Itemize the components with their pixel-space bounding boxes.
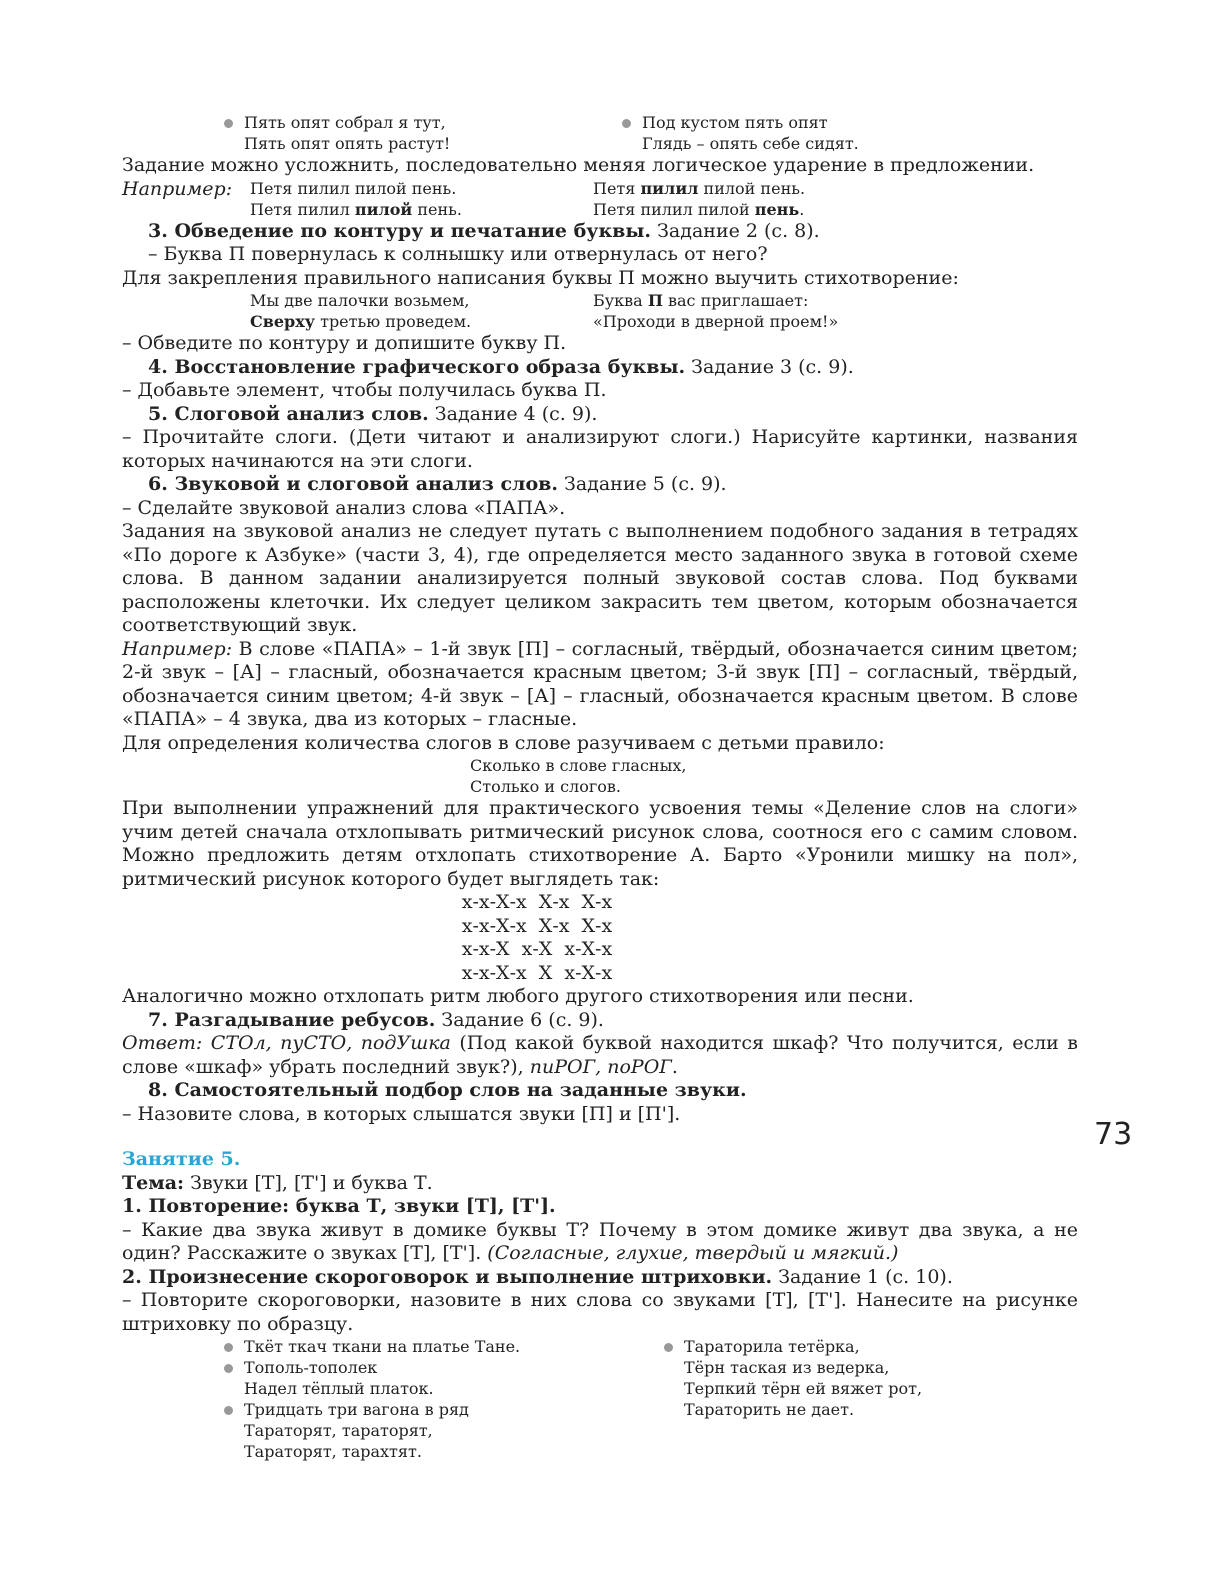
poem-line: Ткёт ткач ткани на платье Тане. [244, 1337, 521, 1356]
paragraph: Для закрепления правильного написания буквы П можно выучить стихотворение: [122, 266, 959, 289]
bullet-icon [224, 1343, 233, 1352]
question: – Буква П повернулась к солнышку или отвернулась от него? [148, 243, 768, 265]
poem-item [244, 1336, 684, 1357]
bullet-icon [224, 1406, 233, 1415]
paragraph: Задания на звуковой анализ не следует путать с выполнением подобного задания в тетрадях «По дороге к Азбуке» (части 3, 4), где определяется место заданного звука в готовой схеме слова. В данном задании анализируется полный звуковой состав слова. Под буквами расположены клеточки. Их следует целиком закрасить тем цветом, которым обозначается соответствующий звук. [122, 520, 1078, 636]
poem-block [244, 112, 1078, 154]
rule-line: Столько и слогов. [470, 777, 621, 796]
rhythm-line: х-х-Х-х Х-х Х-х [461, 914, 613, 937]
poem-item [244, 1357, 684, 1399]
bullet-icon [224, 1364, 233, 1373]
bullet-icon [224, 119, 233, 128]
paragraph: При выполнении упражнений для практического усвоения темы «Деление слов на слоги» учим детей сначала отхлопывать ритмический рисунок слова, соотнося его с самим словом. Можно предложить детям отхлопать стихотворение А. Барто «Уронили мишку на пол», ритмический рисунок которого будет выглядеть так: [122, 797, 1078, 890]
section-heading: 4. Восстановление графического образа буквы. Задание 3 (с. 9). [148, 355, 854, 378]
poem-line: Пять опят опять растут! [244, 134, 451, 153]
poem-line: Тараторить не дает. [684, 1400, 855, 1419]
paragraph: Для определения количества слогов в слове разучиваем с детьми правило: [122, 731, 885, 754]
example-column [250, 178, 593, 220]
poem-line: Тараторила тетёрка, [684, 1337, 860, 1356]
poem-column [244, 1336, 684, 1462]
example-column [593, 178, 805, 220]
paragraph: Например: В слове «ПАПА» – 1-й звук [П] – согласный, твёрдый, обозначается синим цветом; 2-й звук – [А] – гласный, обозначается красным цветом; 3-й звук [П] – согласный, твёрдый, обозначается синим цветом; 4-й звук – [А] – гласный, обозначается красным цветом. В слове «ПАПА» – 4 звука, два из которых – гласные. [122, 637, 1078, 730]
example-line: Петя пилил пилой пень. [593, 178, 806, 198]
bullet-icon [664, 1343, 673, 1352]
page-number: 73 [1094, 1117, 1133, 1152]
topic: Тема: Звуки [Т], [Т'] и буква Т. [122, 1171, 433, 1194]
example-line: Петя пилил пилой пень. [250, 199, 462, 219]
page-content [122, 112, 1078, 1462]
rhythm-block [0, 891, 1078, 985]
poem-line: Мы две палочки возьмем, [250, 291, 470, 310]
section-heading: 5. Слоговой анализ слов. Задание 4 (с. 9). [148, 402, 598, 425]
poem-block [250, 290, 1078, 332]
example-line: Петя пилил пилой пень. [250, 178, 457, 198]
poem-line: Тополь-тополек [244, 1358, 378, 1377]
poem-column [244, 112, 642, 154]
question: – Прочитайте слоги. (Дети читают и анализируют слоги.) Нарисуйте картинки, названия которых начинаются на эти слоги. [122, 426, 1078, 472]
bullet-icon [622, 119, 631, 128]
poem-line: Тараторят, тарахтят. [244, 1442, 422, 1461]
example-block [122, 178, 1078, 220]
poem-column [642, 112, 859, 154]
paragraph: Аналогично можно отхлопать ритм любого другого стихотворения или песни. [122, 985, 914, 1007]
paragraph: Задание можно усложнить, последовательно меняя логическое ударение в предложении. [122, 154, 1035, 176]
rule-line: Сколько в слове гласных, [470, 756, 687, 775]
poem-line: Под кустом пять опят [642, 113, 828, 132]
poem-block [244, 1336, 1078, 1462]
poem-column [250, 290, 593, 332]
poem-line: Терпкий тёрн ей вяжет рот, [684, 1379, 923, 1398]
question: – Какие два звука живут в домике буквы Т? Почему в этом домике живут два звука, а не один? Расскажите о звуках [Т], [Т']. (Согласные, глухие, твердый и мягкий.) [122, 1218, 1078, 1264]
section-heading: 1. Повторение: буква Т, звуки [Т], [Т']. [122, 1195, 556, 1217]
section-heading: 3. Обведение по контуру и печатание буквы. Задание 2 (с. 8). [148, 219, 820, 242]
rhythm-line: х-х-Х х-Х х-Х-х [461, 938, 613, 960]
poem-column [684, 1336, 922, 1462]
poem-line: Тараторят, тараторят, [244, 1421, 433, 1440]
example-line: Петя пилил пилой пень. [593, 199, 805, 219]
question: – Назовите слова, в которых слышатся звуки [П] и [П']. [122, 1102, 681, 1125]
example-label: Например: [122, 177, 233, 200]
section-heading: 7. Разгадывание ребусов. Задание 6 (с. 9). [148, 1008, 604, 1031]
poem-line: Глядь – опять себе сидят. [642, 134, 859, 153]
poem-line: «Проходи в дверной проем!» [593, 312, 839, 331]
poem-item [244, 1399, 684, 1462]
poem-line: Пять опят собрал я тут, [244, 113, 446, 132]
poem-line: Тридцать три вагона в ряд [244, 1400, 469, 1419]
question: – Сделайте звуковой анализ слова «ПАПА». [122, 496, 566, 519]
rhythm-line: х-х-Х-х Х-х Х-х [461, 891, 613, 913]
poem-line: Надел тёплый платок. [244, 1379, 434, 1398]
poem-column [593, 290, 838, 332]
question: – Добавьте элемент, чтобы получилась буква П. [122, 379, 607, 401]
rule-block [470, 755, 1078, 797]
section-heading: 6. Звуковой и слоговой анализ слов. Задание 5 (с. 9). [148, 473, 727, 495]
poem-line: Тёрн таская из ведерка, [684, 1358, 890, 1377]
question: – Обведите по контуру и допишите букву П. [122, 332, 567, 354]
rhythm-line: х-х-Х-х Х х-Х-х [461, 961, 613, 984]
answer: Ответ: СТОл, пуСТО, подУшка (Под какой буквой находится шкаф? Что получится, если в слове «шкаф» убрать последний звук?), пиРОГ, поРОГ. [122, 1032, 1079, 1078]
poem-line: Сверху третью проведем. [250, 312, 472, 331]
section-heading: 2. Произнесение скороговорок и выполнение штриховки. Задание 1 (с. 10). [122, 1265, 953, 1288]
lesson-title: Занятие 5. [122, 1148, 241, 1170]
poem-line: Буква П вас приглашает: [593, 291, 809, 310]
section-heading: 8. Самостоятельный подбор слов на заданные звуки. [148, 1079, 747, 1101]
question: – Повторите скороговорки, назовите в них слова со звуками [Т], [Т']. Нанесите на рисунке штриховку по образцу. [122, 1289, 1078, 1335]
